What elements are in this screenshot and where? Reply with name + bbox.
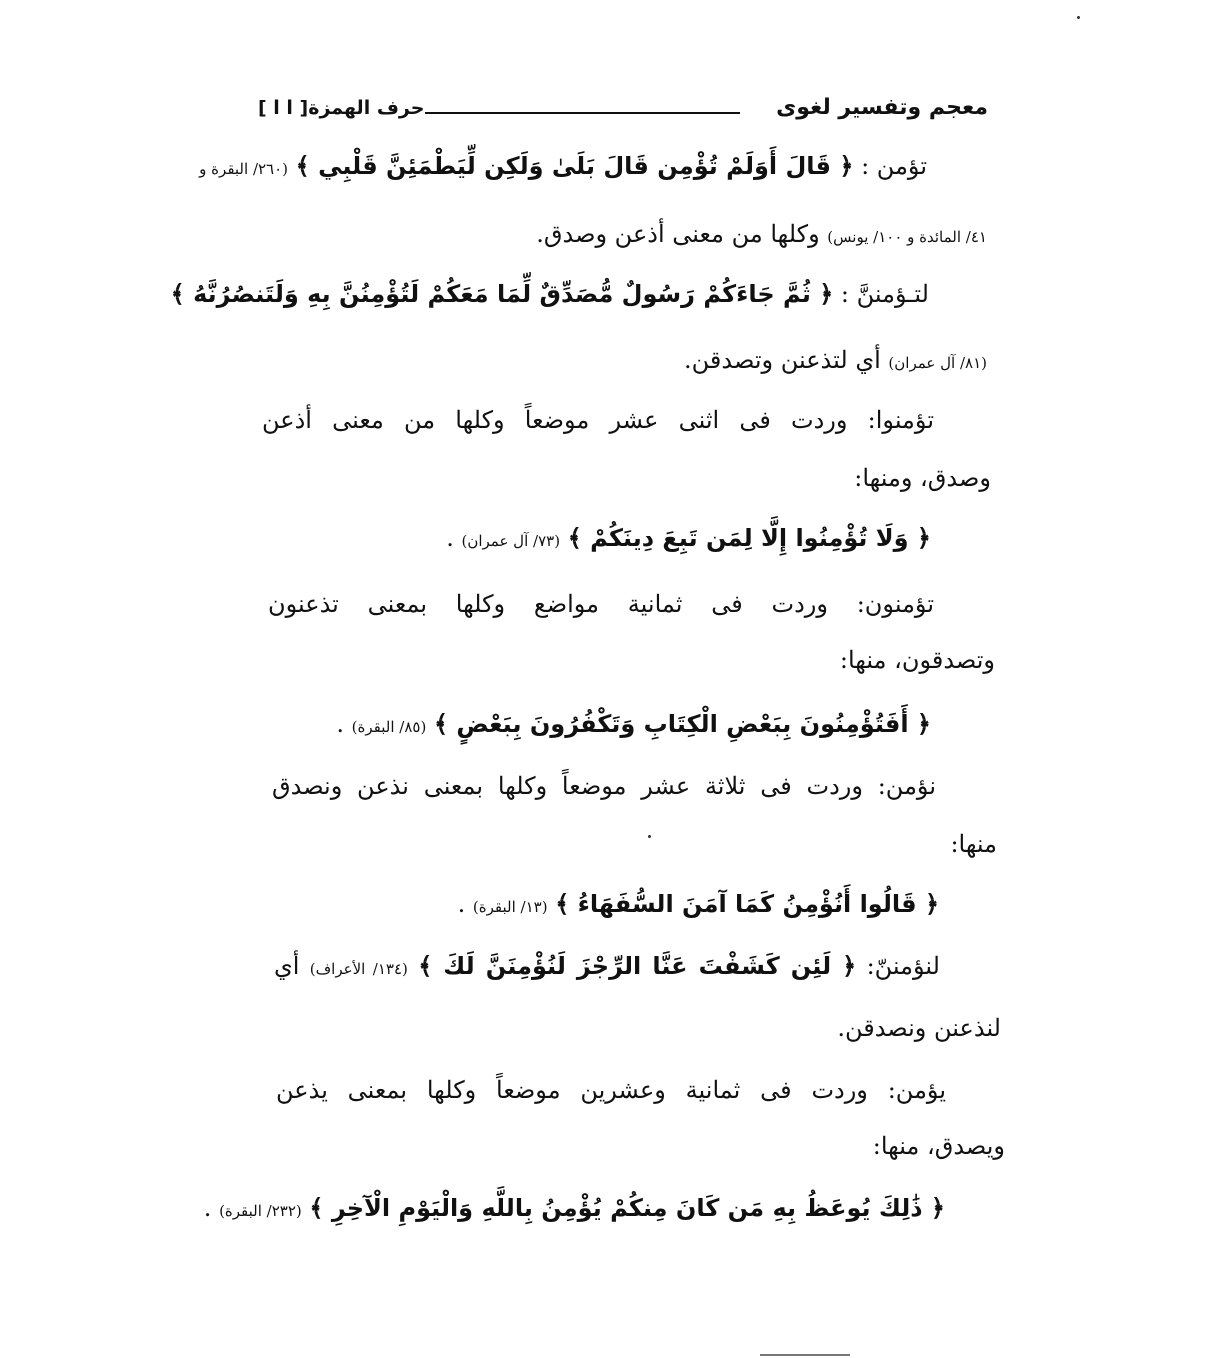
entry-line-5: [262, 404, 934, 436]
verse-reference: (١٣٤/ الأعراف): [309, 960, 408, 978]
entry-text: نؤمن: وردت فى ثلاثة عشر موضعاً وكلها بمعنى نذعن ونصدق: [272, 772, 937, 800]
header-rule: [425, 112, 740, 114]
footer-rule: [760, 1354, 850, 1356]
entry-line-6: [854, 462, 991, 494]
entry-word: تؤمن :: [861, 152, 927, 180]
entry-word: لتـؤمننَّ :: [840, 280, 929, 308]
entry-line-16: [276, 1074, 946, 1106]
entry-line-17: [873, 1130, 1005, 1162]
quran-verse: ﴿ ذَٰلِكَ يُوعَظُ بِهِ مَن كَانَ مِنكُمْ يُؤْمِنُ بِاللَّهِ وَالْيَوْمِ الْآخِرِ ﴾: [309, 1194, 945, 1222]
entry-text: ويصدق، منها:: [872, 1132, 1005, 1160]
end-mark: .: [446, 524, 454, 552]
entry-line-8: [268, 588, 934, 620]
entry-line-7: [446, 522, 931, 557]
verse-reference: (٧٣/ آل عمران): [461, 532, 561, 550]
entry-line-18: [204, 1192, 945, 1227]
scan-speck: [1077, 16, 1080, 19]
entry-line-10: [336, 708, 931, 743]
explanation-text: أي لتذعنن وتصدقن.: [684, 346, 881, 374]
entry-text: منها:: [950, 830, 997, 858]
entry-line-14: [274, 950, 940, 985]
entry-text: تؤمنوا: وردت فى اثنى عشر موضعاً وكلها من معنى أذعن: [262, 406, 934, 434]
end-mark: .: [457, 890, 466, 918]
entry-line-3: [171, 278, 929, 310]
quran-verse: ﴿ أَفَتُؤْمِنُونَ بِبَعْضِ الْكِتَابِ وَتَكْفُرُونَ بِبَعْضٍ ﴾: [433, 710, 931, 738]
entry-text: أي: [274, 952, 300, 980]
quran-verse: ﴿ ثُمَّ جَاءَكُمْ رَسُولٌ مُّصَدِّقٌ لِّمَا مَعَكُمْ لَتُؤْمِنُنَّ بِهِ وَلَتَنصُرُنَّهُ ﴾: [170, 280, 834, 308]
scan-speck: [648, 835, 651, 838]
section-title: حرف الهمزة[ ا ا ]: [258, 97, 425, 119]
end-mark: .: [336, 710, 345, 738]
quran-verse: ﴿ قَالُوا أَنُؤْمِنُ كَمَا آمَنَ السُّفَهَاءُ ﴾: [555, 890, 939, 918]
entry-line-12: [950, 828, 997, 860]
page-header: [258, 95, 988, 135]
end-mark: .: [203, 1194, 212, 1222]
entry-text: تؤمنون: وردت فى ثمانية مواضع وكلها بمعنى تذعنون: [268, 590, 934, 618]
entry-text: يؤمن: وردت فى ثمانية وعشرين موضعاً وكلها بمعنى يذعن: [276, 1076, 946, 1104]
entry-line-15: [837, 1012, 1001, 1044]
entry-line-9: [840, 644, 995, 676]
verse-reference: (٢٦٠/ البقرة و: [199, 160, 289, 178]
verse-reference: (٨٥/ البقرة): [351, 718, 427, 736]
entry-line-11: [272, 770, 936, 802]
entry-text: لنذعنن ونصدقن.: [837, 1014, 1001, 1042]
entry-line-2: [536, 218, 987, 253]
quran-verse: ﴿ وَلَا تُؤْمِنُوا إِلَّا لِمَن تَبِعَ دِينَكُمْ ﴾: [567, 524, 931, 552]
verse-reference: (١٣/ البقرة): [472, 898, 548, 916]
verse-reference: ٤١/ المائدة و ١٠٠/ يونس): [827, 228, 987, 246]
entry-line-13: [458, 888, 939, 923]
entry-text: وتصدقون، منها:: [839, 646, 995, 674]
entry-line-4: [684, 344, 987, 379]
entry-text: وصدق، ومنها:: [854, 464, 991, 492]
book-title: معجم وتفسير لغوى: [776, 95, 988, 120]
verse-reference: (٨١/ آل عمران): [888, 354, 987, 372]
entry-word: لنؤمننّ:: [866, 952, 940, 980]
quran-verse: ﴿ قَالَ أَوَلَمْ تُؤْمِن قَالَ بَلَىٰ وَلَكِن لِّيَطْمَئِنَّ قَلْبِي ﴾: [295, 152, 854, 180]
explanation-text: وكلها من معنى أذعن وصدق.: [536, 220, 820, 248]
quran-verse: ﴿ لَئِن كَشَفْتَ عَنَّا الرِّجْزَ لَنُؤْمِنَنَّ لَكَ ﴾: [418, 952, 857, 980]
entry-line-1: [199, 150, 927, 185]
verse-reference: (٢٣٢/ البقرة): [219, 1202, 302, 1220]
